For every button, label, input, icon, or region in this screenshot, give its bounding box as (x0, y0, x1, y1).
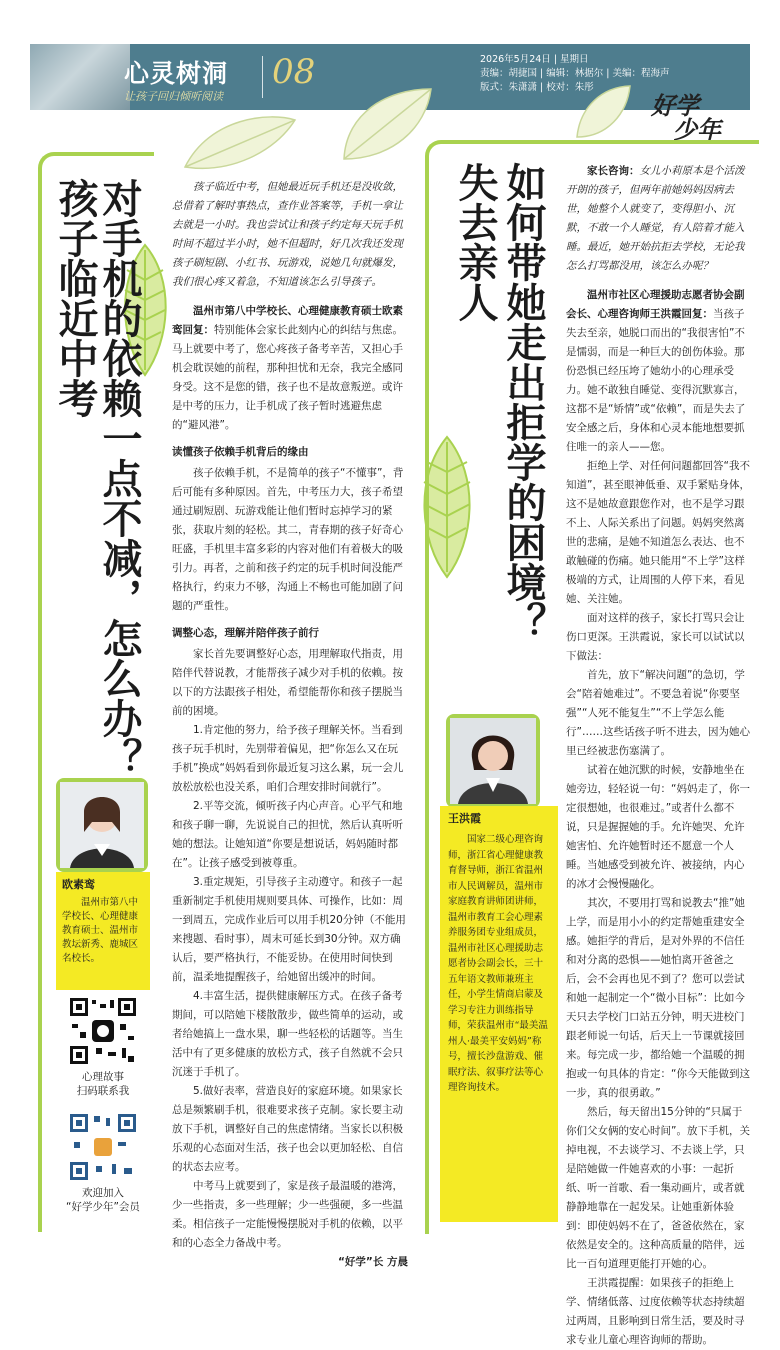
qr-code[interactable] (68, 996, 138, 1066)
page-number: 08 (272, 52, 316, 92)
expert-bio-box (440, 806, 558, 1222)
right-article-body (566, 162, 752, 1346)
staff-line: 版式：朱潇潇 | 校对：朱彤 (480, 82, 594, 93)
expert-bio: 国家二级心理咨询师，浙江省心理健康教育督导师，浙江省温州市人民调解员，温州市家庭教育讲师团讲师，温州市教育工会心理素养服务团专业组成员，温州市社区心理援助志愿者协会副会长，三十五年语文教师兼班主任，小学生情商启蒙及学习专注力训练指导师，荣获温州市“最美温州人·最美平安妈妈”称号，擅长沙盘游戏、催眠疗法、叙事疗法等心理咨询技术。 (448, 834, 548, 1093)
qr-code[interactable] (68, 1112, 138, 1182)
person-icon (450, 718, 536, 804)
paragraph: 王洪霞提醒：如果孩子的拒绝上学、情绪低落、过度依赖等状态持续超过两周，且影响到日常生活，要及时寻求专业儿童心理咨询师的帮助。 (566, 1277, 745, 1346)
leaf-icon (180, 112, 300, 174)
qr-label-line: 欢迎加入 (82, 1187, 124, 1199)
expert-name: 王洪霞 (448, 812, 481, 825)
paragraph: 2.平等交流，倾听孩子内心声音。心平气和地和孩子聊一聊，先说说自己的担忧，然后认真听听她的想法。让她知道“你要是想说话，妈妈随时都在”。让孩子感受到被尊重。 (172, 800, 403, 869)
paragraph: 4.丰富生活，提供健康解压方式。在孩子备考期间，可以陪她下楼散散步，做些简单的运动，或者给她搞上一盘水果，聊一些轻松的话题等。当生活中有了更多健康的放松方式，孩子自然就不会只沉迷于手机了。 (172, 990, 403, 1078)
left-title-line1: 对手机的依赖一点不减，怎么办？ (96, 178, 142, 778)
expert-portrait (446, 714, 540, 808)
brand-line: 少年 (673, 115, 721, 144)
signature: “好学”长 方晨 (338, 1256, 408, 1268)
left-article-body (172, 178, 408, 1268)
qr-label-line: 心理故事 (82, 1071, 124, 1083)
brand-line: 好学 (651, 91, 699, 120)
paragraph: 中考马上就要到了，家是孩子最温暖的港湾，少一些指责，多一些理解；少一些强硬，多一些温柔。相信孩子一定能慢慢摆脱对手机的依赖，以平和的心态全力备战中考。 (172, 1180, 403, 1249)
parent-question: 女儿小莉原本是个活泼开朗的孩子，但两年前她妈妈因病去世，她整个人就变了，变得胆小、沉默，不敢一个人睡觉，有人陪着才能入睡。最近，她开始抗拒去学校，无论我怎么打骂都没用，该怎么办呢？ (566, 165, 745, 272)
expert-name: 欧素鸾 (62, 878, 95, 891)
paragraph: 然后，每天留出15分钟的“只属于你们父女俩的安心时间”。放下手机，关掉电视，不去谈学习、不去谈上学，只是陪她做一件她喜欢的小事：一起折纸、听一首歌、看一集动画片，或者就静静地靠在一起发呆。让她重新体验到：即使妈妈不在了，爸爸依然在，家依然是安全的。这种高质量的陪伴，远比一百句道理更能打开她的心。 (566, 1106, 750, 1270)
parent-question: 孩子临近中考，但她最近玩手机还是没收敛，总借着了解时事热点，查作业答案等，手机一拿让去就是一小时。我也尝试让和孩子约定每天玩手机时间不超过半小时，她不但超时，好几次我还发现孩子刷短剧、小红书、玩游戏，说她几句就爆发，我们很心疼又着急，不知道该怎么引导孩子。 (172, 181, 403, 288)
person-icon (60, 782, 144, 868)
paragraph: 试着在她沉默的时候，安静地坐在她旁边，轻轻说一句：“妈妈走了，你一定很想她，也很难过。”或者什么都不说，只是握握她的手。允许她哭、允许她害怕、允许她暂时还不愿意一个人睡。当她感受到被允许、被接纳，内心的冰才会慢慢融化。 (566, 764, 750, 890)
leaf-icon (572, 82, 634, 142)
question-label: 家长咨询： (587, 165, 640, 177)
left-title-line2: 孩子临近中考 (52, 178, 98, 418)
section-heading: 读懂孩子依赖手机背后的缘由 (172, 446, 309, 458)
paragraph: 5.做好表率，营造良好的家庭环境。如果家长总是频繁刷手机，很难要求孩子克制。家长要主动放下手机，调整好自己的焦虑情绪。当家长以积极乐观的心态面对生活，孩子也会以更加轻松、自信的状态去应考。 (172, 1085, 403, 1173)
qr-label-line: “好学少年”会员 (66, 1201, 140, 1213)
qr-code-icon (68, 996, 138, 1066)
date-line: 2026年5月24日 | 星期日 (480, 54, 589, 65)
paragraph: 首先，放下“解决问题”的急切，学会“陪着她难过”。不要急着说“你要坚强”“人死不能复生”“不上学怎么能行”……这些话孩子听不进去，因为她心里已经被悲伤塞满了。 (566, 669, 750, 757)
qr-label-line: 扫码联系我 (76, 1085, 130, 1097)
header-decor (30, 44, 130, 110)
expert-portrait (56, 778, 148, 872)
staff-line: 责编：胡捷国 | 编辑：林据尔 | 美编：程海声 (480, 68, 670, 79)
qr-label (50, 1186, 156, 1214)
section-slogan: 让孩子回归倾听阅读 (124, 90, 223, 103)
qr-code-icon (68, 1112, 138, 1182)
paragraph: 孩子依赖手机，不是简单的孩子“不懂事”，背后可能有多种原因。首先，中考压力大，孩子希望通过刷短剧、玩游戏能让他们暂时忘掉学习的紧张，获取片刻的轻松。其二，青春期的孩子好奇心旺盛，手机里丰富多彩的内容对他们有着极大的吸引力。再者，之前和孩子约定的玩手机时间没能严格执行，约束力不够，沟通上不畅也可能加剧了问题的严重性。 (172, 467, 404, 612)
right-title-line2: 失去亲人 (452, 162, 498, 322)
expert-bio-box (56, 872, 150, 990)
section-title: 心灵树洞 (124, 59, 229, 88)
leaf-icon (336, 84, 436, 164)
paragraph: 家长首先要调整好心态，用理解取代指责，用陪伴代替说教，才能帮孩子减少对手机的依赖。按以下的方法跟孩子相处，希望能帮你和孩子摆脱当前的困境。 (172, 648, 403, 717)
answer-intro: 当孩子失去至亲，她脱口而出的“我很害怕”不是懦弱，而是一种巨大的创伤体验。那份恐惧已经压垮了她幼小的心理承受力。她不敢独自睡觉、变得沉默寡言，这都不是“矫情”或“依赖”，而是失去了安全感之后，身体和心灵本能地想要抓住唯一的亲人——您。 (566, 308, 746, 453)
section-heading: 调整心态，理解并陪伴孩子前行 (172, 627, 319, 639)
paragraph: 其次，不要用打骂和说教去“推”她上学，而是用小小的约定帮她重建安全感。她拒学的背后，是对外界的不信任和对分离的恐惧——她怕离开爸爸之后，会不会再也见不到了？您可以尝试和她一起制定一个“微小目标”：比如今天只去学校门口站五分钟，明天进校门跟老师说一句话，后天上一节课就接回来。每完成一步，都给她一个温暖的拥抱或一句具体的肯定：“你今天能做到这一步，真的很勇敢。” (566, 897, 750, 1099)
paragraph: 面对这样的孩子，家长打骂只会让伤口更深。王洪霞说，家长可以试试以下做法： (566, 612, 745, 662)
paragraph: 3.重定规矩，引导孩子主动遵守。和孩子一起重新制定手机使用规则要具体、可操作，比如：周一到周五，完成作业后可以用手机20分钟（不能用来搜题、看时事），周末可延长到30分钟。双方确认后，要严格执行，不能妥协。在使用时间快到前，温柔地提醒孩子，给她留出缓冲的时间。 (172, 876, 406, 983)
paragraph: 拒绝上学、对任何问题都回答“我不知道”，甚至眼神低垂、双手紧贴身体，这不是她故意跟您作对，也不是学习跟不上、人际关系出了问题。妈妈突然离世的悲痛，是她不知道怎么表达、也不敢触碰的伤痛。她只能用“不上学”这样极端的方式，让周围的人停下来，看见她、关注她。 (566, 460, 750, 605)
right-title-line1: 如何带她走出拒学的困境？ (500, 162, 546, 642)
paragraph: 1.肯定他的努力，给予孩子理解关怀。当看到孩子玩手机时，先别带着偏见，把“你怎么又在玩手机”换成“妈妈看到你最近复习这么累，玩一会儿放松放松也没关系，咱们合理安排时间就行”。 (172, 724, 404, 793)
qr-label (58, 1070, 148, 1098)
answer-author: 温州市第八中学校长、心理健康教育硕士欧素鸾回复： (172, 305, 403, 336)
expert-bio: 温州市第八中学校长、心理健康教育硕士、温州市教坛新秀、鹿城区名校长。 (62, 897, 139, 964)
answer-intro: 特别能体会家长此刻内心的纠结与焦虑。马上就要中考了，您心疼孩子备考辛苦，又担心手机会耽误她的前程，那种担忧和无奈，我完全感同身受。这不是您的错，孩子也不是故意叛逆。或许是中考的压力，让手机成了孩子暂时逃避焦虑的“避风港”。 (172, 324, 403, 431)
header-divider (262, 56, 263, 98)
answer-author: 温州市社区心理援助志愿者协会副会长、心理咨询师王洪霞回复： (566, 289, 745, 320)
